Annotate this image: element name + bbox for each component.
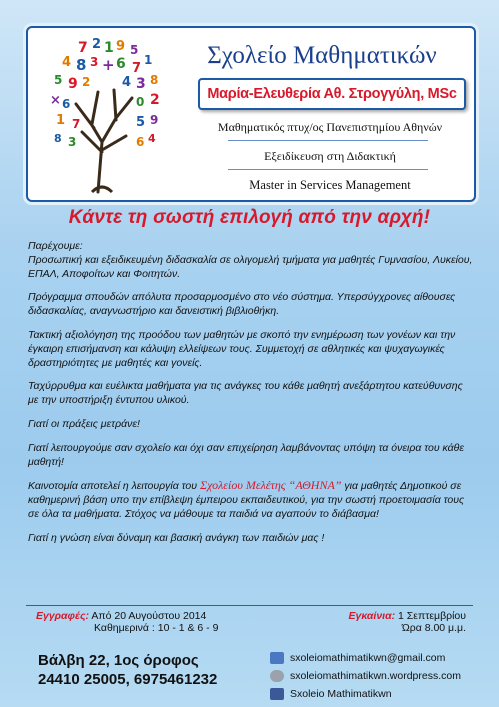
svg-text:1: 1 (144, 53, 153, 67)
svg-text:3: 3 (90, 55, 99, 69)
opening-hours: Καθημερινά : 10 - 1 & 6 - 9 (94, 622, 219, 634)
paragraph-knowledge: Γιατί η γνώση είναι δύναμη και βασική ανάγκη των παιδιών μας ! (28, 531, 325, 544)
svg-text:8: 8 (150, 73, 159, 87)
svg-text:7: 7 (78, 40, 88, 56)
address-block (38, 651, 217, 689)
contacts (270, 650, 461, 704)
divider (228, 140, 428, 141)
website-text: sxoleiomathimatikwn.wordpress.com (290, 670, 461, 682)
header-box (26, 26, 476, 202)
svg-text:9: 9 (116, 39, 126, 54)
paragraph-intensive: Ταχύρρυθμα και ευέλικτα μαθήματα για τις ανάγκες του κάθε μαθητή ανεξάρτητου κατεύθυνσης με την υποστήριξη έντυπου υλικού. (28, 380, 463, 407)
footer-divider (26, 605, 473, 606)
svg-text:5: 5 (136, 115, 146, 130)
svg-text:4: 4 (148, 132, 156, 145)
website-contact[interactable] (270, 668, 461, 684)
opening-label: Εγκαίνια: (348, 610, 396, 622)
paragraph-program: Πρόγραμμα σπουδών απόλυτα προσαρμοσμένο στο νέο σύστημα. Υπερσύγχρονες αίθουσες διδασκαλίας, αναγνωστήριο και δανειστική βιβλιοθήκη. (28, 291, 456, 318)
svg-text:5: 5 (130, 43, 139, 57)
credential-degree: Μαθηματικός πτυχ/ος Πανεπιστημίου Αθηνών (217, 120, 443, 134)
svg-text:7: 7 (72, 117, 81, 131)
math-tree-logo (32, 32, 174, 194)
svg-text:6: 6 (62, 97, 71, 111)
body-text (28, 240, 474, 556)
facebook-contact[interactable] (270, 686, 461, 702)
email-icon (270, 652, 284, 664)
wordpress-icon (270, 670, 284, 682)
svg-text:8: 8 (54, 132, 62, 145)
svg-text:5: 5 (54, 73, 63, 87)
svg-text:3: 3 (68, 135, 77, 149)
svg-text:7: 7 (132, 61, 142, 76)
teacher-name: Μαρία-Ελευθερία Αθ. Στρογγύλη, MSc (198, 78, 466, 110)
credential-specialization: Εξειδίκευση στη Διδακτική (264, 149, 396, 163)
svg-text:3: 3 (136, 76, 146, 92)
paragraph-evaluation: Τακτική αξιολόγηση της προόδου των μαθητών με σκοπό την ενημέρωση των γονέων και την έγκαιρη επισήμανση και κάλυψη ελλείψεων τους. Συμμετοχή σε αθλητικές και ψυχαγωγικές δραστηριότητες με μαθητές και γονείς. (28, 328, 456, 369)
registration-date: Από 20 Αυγούστου 2014 (91, 610, 207, 622)
address: Βάλβη 22, 1ος όροφος (38, 652, 199, 669)
study-school-highlight: Σχολείου Μελέτης “ΑΘΗΝΑ” (199, 478, 342, 493)
svg-text:8: 8 (76, 56, 87, 74)
svg-text:4: 4 (62, 55, 72, 70)
email-text: sxoleiomathimatikwn@gmail.com (290, 652, 446, 664)
headline: Κάντε τη σωστή επιλογή από την αρχή! (68, 207, 431, 228)
paragraph-innovation: Καινοτομία αποτελεί η λειτουργία του Σχολείου Μελέτης “ΑΘΗΝΑ” για μαθητές Δημοτικού σε καθημερινή βάση υπο την επίβλεψη έμπειρου εκπαιδευτικού, για την σωστή προετοιμασία τους σε όλα τα μαθήματα. Στόχος να μάθουμε τα παιδιά να αγαπούν το διάβασμα! (28, 478, 465, 520)
svg-text:1: 1 (104, 40, 114, 56)
credential-master: Master in Services Management (249, 178, 411, 192)
svg-text:9: 9 (150, 113, 159, 127)
school-name: Σχολείο Μαθηματικών (207, 42, 437, 69)
svg-text:+: + (102, 56, 115, 74)
svg-text:6: 6 (136, 135, 145, 149)
svg-text:2: 2 (82, 75, 91, 89)
phone-numbers: 24410 25005, 6975461232 (38, 671, 218, 688)
svg-text:2: 2 (92, 37, 102, 52)
intro-text: Προσωπική και εξειδικευμένη διδασκαλία σε ολιγομελή τμήματα για μαθητές Γυμνασίου, Λυκείου, ΕΠΑΛ, Αποφοίτων και Φοιτητών. (28, 253, 473, 280)
svg-text:0: 0 (136, 95, 145, 109)
facebook-icon (270, 688, 284, 700)
svg-text:×: × (50, 93, 61, 108)
divider (228, 169, 428, 170)
svg-text:1: 1 (56, 113, 66, 128)
opening-time: Ώρα 8.00 μ.μ. (401, 622, 466, 634)
svg-text:9: 9 (68, 76, 78, 92)
intro-label: Παρέχουμε: (28, 240, 83, 252)
paragraph-school: Γιατί λειτουργούμε σαν σχολείο και όχι σαν επιχείρηση λαμβάνοντας υπόψη τα όνειρα του κάθε μαθητή! (28, 441, 464, 468)
paragraph-actions: Γιατί οι πράξεις μετράνε! (28, 417, 140, 430)
email-contact[interactable] (270, 650, 461, 666)
svg-text:4: 4 (122, 75, 132, 90)
registration-label: Εγγραφές: (36, 610, 90, 622)
opening-date: 1 Σεπτεμβρίου (398, 610, 466, 622)
svg-text:6: 6 (116, 56, 126, 72)
svg-text:2: 2 (150, 92, 160, 108)
facebook-text: Sxoleio Mathimatikwn (290, 688, 392, 700)
